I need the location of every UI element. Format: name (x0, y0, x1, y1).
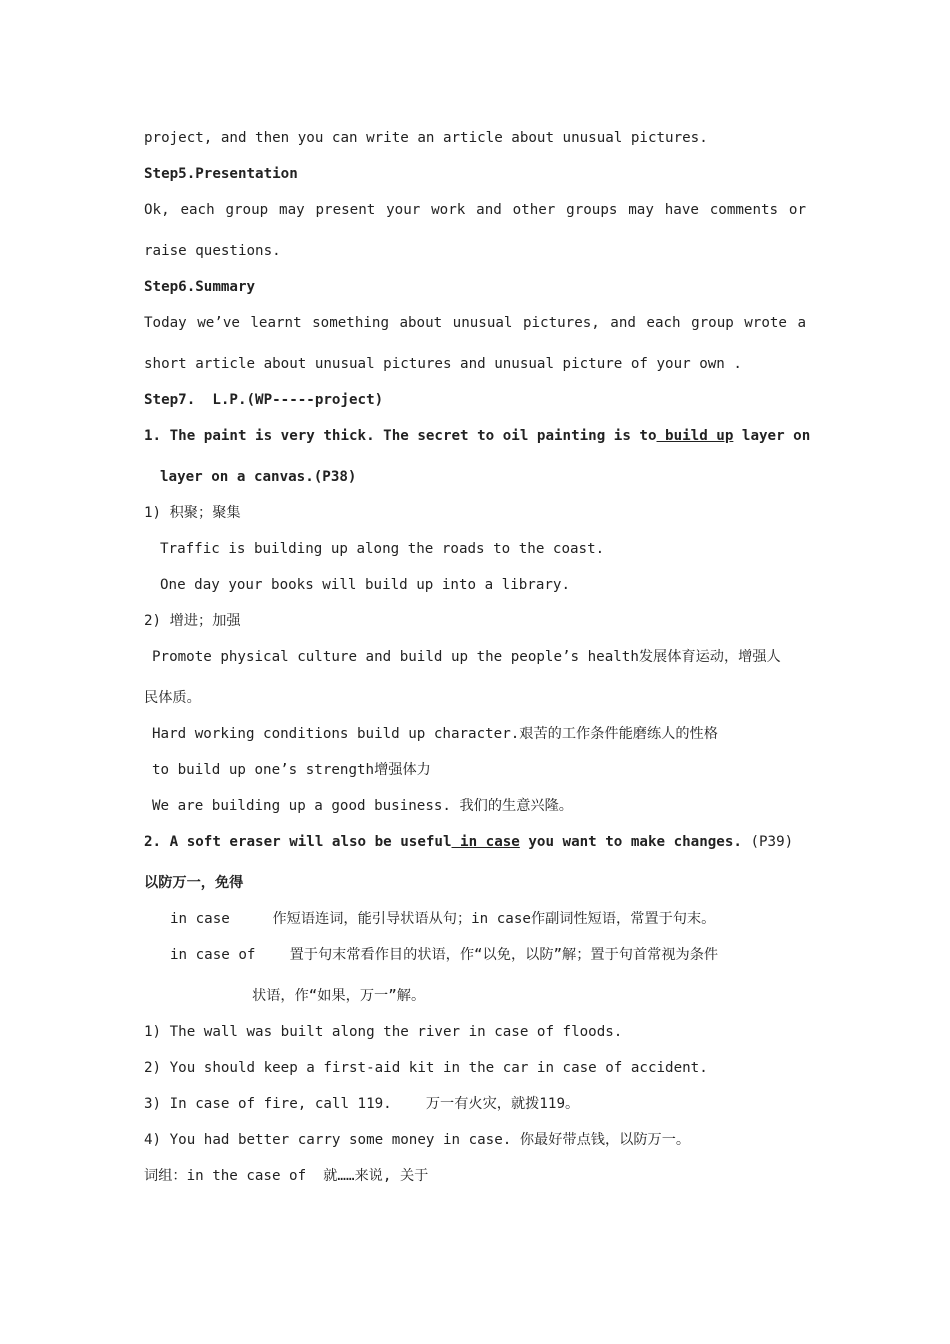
example-sentence-2 (144, 832, 793, 852)
text-line: raise questions. (144, 243, 281, 259)
step-heading: Step5.Presentation (144, 166, 298, 182)
example-line: We are building up a good business. 我们的生意兴隆。 (152, 798, 573, 814)
example-line: 4) You had better carry some money in case. 你最好带点钱，以防万一。 (144, 1132, 691, 1148)
definition-item: 1) 积聚；聚集 (144, 505, 241, 521)
example-line: 2) You should keep a first-aid kit in the car in case of accident. (144, 1060, 708, 1076)
text-line: project, and then you can write an article about unusual pictures. (144, 130, 708, 146)
text-line: Today we’ve learnt something about unusual pictures, and each group wrote a (144, 315, 806, 331)
text-line: Ok, each group may present your work and other groups may have comments or (144, 202, 806, 218)
sentence-part: 1. The paint is very thick. The secret to oil painting is to (144, 428, 657, 444)
definition-item: 2) 增进；加强 (144, 613, 241, 629)
example-line: Hard working conditions build up character.艰苦的工作条件能磨练人的性格 (152, 726, 718, 742)
sentence-part: layer on (733, 428, 811, 444)
example-line: to build up one’s strength增强体力 (152, 762, 431, 778)
phrase-note: 词组：in the case of 就……来说, 关于 (144, 1168, 429, 1184)
example-line: Traffic is building up along the roads to the coast. (160, 541, 605, 557)
key-phrase: in case (451, 834, 520, 850)
meaning-heading: 以防万一，免得 (144, 875, 244, 891)
usage-note: in case 作短语连词，能引导状语从句；in case作副词性短语，常置于句末。 (170, 911, 716, 927)
page-ref: (P39) (741, 834, 794, 850)
usage-note: in case of 置于句末常看作目的状语，作“以免，以防”解；置于句首常视为条件 (170, 947, 719, 963)
usage-note: 状语，作“如果，万一”解。 (252, 988, 426, 1004)
example-line: Promote physical culture and build up the people’s health发展体育运动，增强人 (152, 649, 781, 665)
step-heading: Step7. L.P.(WP-----project) (144, 392, 384, 408)
text-line: 民体质。 (144, 690, 201, 706)
example-line: One day your books will build up into a library. (160, 577, 570, 593)
sentence-part: you want to make changes. (519, 834, 742, 850)
sentence-part: 2. A soft eraser will also be useful (144, 834, 452, 850)
step-heading: Step6.Summary (144, 279, 256, 295)
text-line: short article about unusual pictures and unusual picture of your own . (144, 356, 742, 372)
example-sentence-1 (144, 426, 810, 446)
key-phrase: build up (656, 428, 734, 444)
example-line: 3) In case of fire, call 119. 万一有火灾，就拨119。 (144, 1096, 580, 1112)
text-line: layer on a canvas.(P38) (160, 469, 357, 485)
example-line: 1) The wall was built along the river in case of floods. (144, 1024, 623, 1040)
